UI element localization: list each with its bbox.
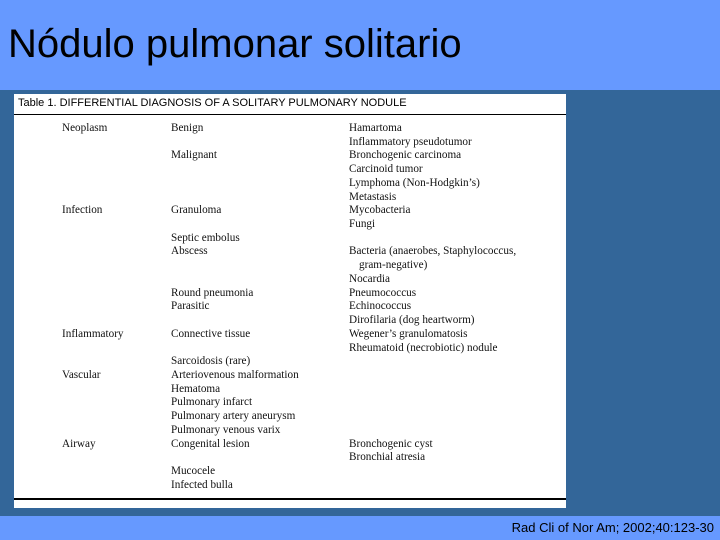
table-top-rule: [14, 114, 566, 115]
table-cell-subcategory: Malignant: [171, 149, 217, 162]
table-cell-category: Inflammatory: [62, 327, 124, 340]
table-cell-category: Airway: [62, 437, 96, 450]
differential-diagnosis-table: [14, 94, 566, 508]
table-cell-entity: Wegener’s granulomatosis: [349, 327, 468, 340]
footer-bar: [0, 516, 720, 540]
table-cell-entity: Dirofilaria (dog heartworm): [349, 314, 475, 327]
table-cell-entity: Echinococcus: [349, 300, 412, 313]
table-cell-subcategory: Pulmonary artery aneurysm: [171, 410, 296, 423]
table-cell-entity: Lymphoma (Non-Hodgkin’s): [349, 176, 480, 189]
table-cell-subcategory: Mucocele: [171, 465, 216, 477]
table-cell-subcategory: Connective tissue: [171, 327, 251, 340]
table-cell-subcategory: Sarcoidosis (rare): [171, 355, 251, 368]
table-cell-entity: Bacteria (anaerobes, Staphylococcus,: [349, 245, 517, 258]
slide-title: Nódulo pulmonar solitario: [8, 22, 462, 66]
table-cell-entity: Carcinoid tumor: [349, 163, 423, 176]
table-cell-entity: Hamartoma: [349, 122, 402, 134]
citation: Rad Cli of Nor Am; 2002;40:123-30: [511, 520, 714, 535]
table-cell-subcategory: Parasitic: [171, 300, 210, 313]
table-cell-entity: Bronchogenic cyst: [349, 437, 433, 450]
table-cell-subcategory: Infected bulla: [171, 478, 233, 491]
table-cell-subcategory: Granuloma: [171, 204, 222, 217]
table-cell-subcategory: Abscess: [171, 245, 208, 258]
table-cell-entity: Fungi: [349, 218, 376, 231]
table-cell-subcategory: Hematoma: [171, 382, 221, 395]
table-cell-entity: Bronchial atresia: [349, 451, 426, 464]
table-caption: Table 1. DIFFERENTIAL DIAGNOSIS OF A SOLITARY PULMONARY NODULE: [18, 97, 407, 109]
table-cell-entity: Metastasis: [349, 190, 397, 203]
title-bar: [0, 0, 720, 90]
table-cell-entity: Pneumococcus: [349, 286, 417, 299]
table-cell-subcategory: Benign: [171, 122, 204, 134]
table-bottom-rule: [14, 498, 566, 500]
table-cell-entity: Nocardia: [349, 272, 390, 285]
table-cell-subcategory: Septic embolus: [171, 231, 240, 244]
table-cell-entity: Bronchogenic carcinoma: [349, 149, 462, 162]
table-cell-subcategory: Arteriovenous malformation: [171, 368, 299, 381]
table-cell-entity: Rheumatoid (necrobiotic) nodule: [349, 341, 498, 354]
table-cell-subcategory: Congenital lesion: [171, 437, 250, 450]
table-cell-category: Neoplasm: [62, 122, 108, 134]
table-cell-category: Vascular: [62, 368, 101, 381]
table-cell-subcategory: Pulmonary venous varix: [171, 423, 281, 436]
table-cell-entity: gram-negative): [359, 259, 428, 272]
table-cell-entity: Inflammatory pseudotumor: [349, 135, 472, 148]
table-cell-category: Infection: [62, 204, 103, 217]
table-cell-subcategory: Pulmonary infarct: [171, 396, 253, 409]
table-cell-entity: Mycobacteria: [349, 204, 411, 217]
table-cell-subcategory: Round pneumonia: [171, 286, 254, 299]
